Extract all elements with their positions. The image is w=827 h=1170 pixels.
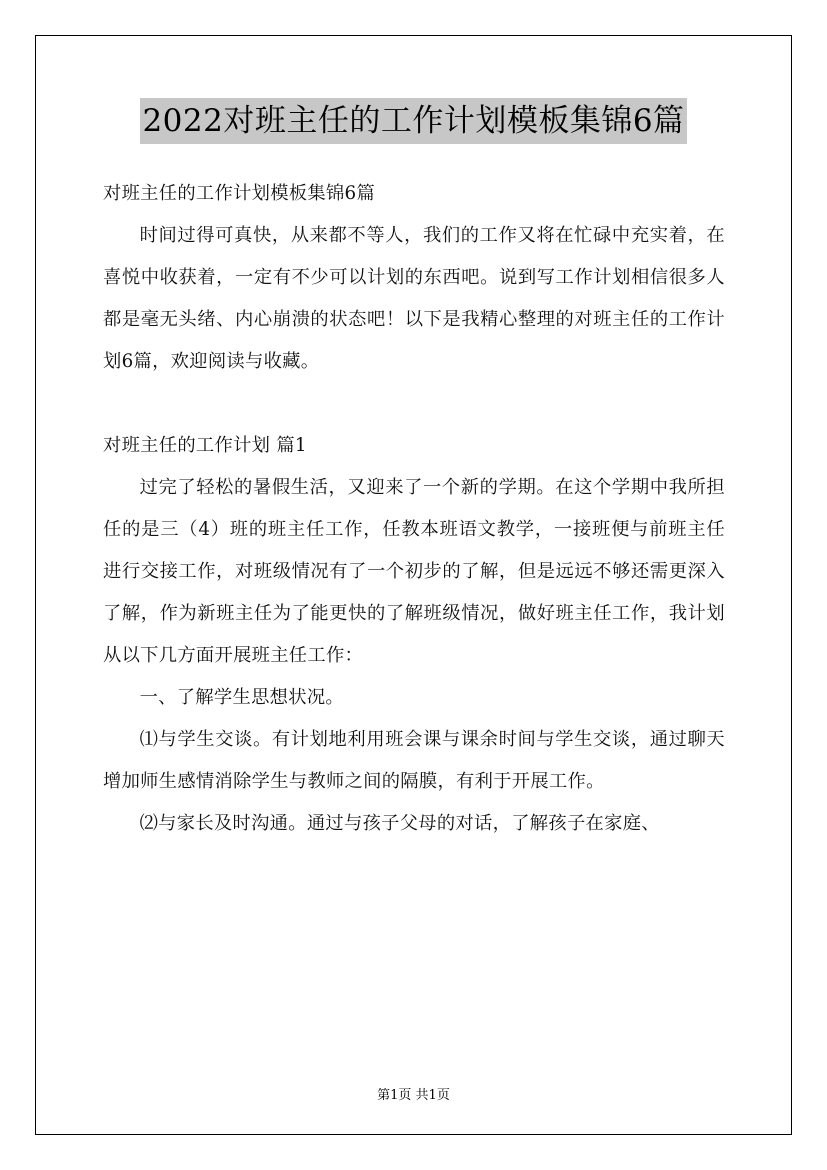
list-item: ⑴与学生交谈。有计划地利用班会课与课余时间与学生交谈，通过聊天增加师生感情消除学生与教师之间的隔膜，有利于开展工作。 — [103, 729, 725, 792]
body-paragraph: 过完了轻松的暑假生活，又迎来了一个新的学期。在这个学期中我所担任的是三（4）班的班主任工作，任教本班语文教学，一接班便与前班主任进行交接工作，对班级情况有了一个初步的了解，但是远远不够还需更深入了解，作为新班主任为了能更快的了解班级情况，做好班主任工作，我计划从以下几方面开展班主任工作： — [103, 477, 725, 666]
document-body — [103, 173, 725, 845]
list-heading: 一、了解学生思想状况。 — [139, 687, 344, 708]
document-title: 2022对班主任的工作计划模板集锦6篇 — [140, 98, 686, 144]
paragraph-gap — [103, 383, 725, 425]
section-heading: 对班主任的工作计划 篇1 — [103, 435, 307, 456]
page-footer: 第1页 共1页 — [377, 1088, 450, 1103]
intro-paragraph: 时间过得可真快，从来都不等人，我们的工作又将在忙碌中充实着，在喜悦中收获着，一定有不少可以计划的东西吧。说到写工作计划相信很多人都是毫无头绪、内心崩溃的状态吧！以下是我精心整理的对班主任的工作计划6篇，欢迎阅读与收藏。 — [103, 225, 725, 372]
subtitle-paragraph: 对班主任的工作计划模板集锦6篇 — [103, 183, 376, 204]
list-item: ⑵与家长及时沟通。通过与孩子父母的对话，了解孩子在家庭、 — [139, 813, 660, 834]
title-container — [0, 98, 827, 144]
